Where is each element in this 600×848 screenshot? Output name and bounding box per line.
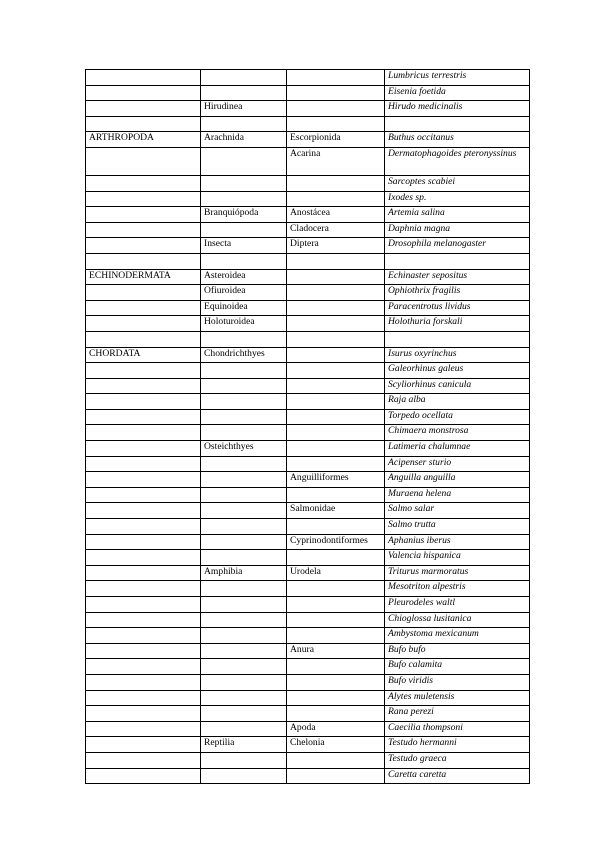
species-cell: Salmo trutta — [385, 519, 530, 535]
class-cell — [201, 487, 287, 503]
species-cell: Drosophila melanogaster — [385, 238, 530, 254]
table-row — [86, 534, 530, 550]
species-cell: Paracentrotus lividus — [385, 300, 530, 316]
spacer-row — [86, 116, 530, 132]
class-cell: Arachnida — [201, 132, 287, 148]
phylum-cell — [86, 300, 201, 316]
order-cell: Salmonidae — [287, 503, 385, 519]
species-cell: Bufo viridis — [385, 674, 530, 690]
phylum-cell — [86, 191, 201, 207]
phylum-cell — [86, 721, 201, 737]
species-cell: Galeorhinus galeus — [385, 363, 530, 379]
taxonomy-table — [85, 69, 530, 784]
species-cell: Salmo salar — [385, 503, 530, 519]
class-cell: Holoturoidea — [201, 316, 287, 332]
order-cell — [287, 752, 385, 768]
species-cell: Bufo calamita — [385, 659, 530, 675]
table-row — [86, 147, 530, 175]
phylum-cell — [86, 659, 201, 675]
table-row — [86, 503, 530, 519]
species-cell: Triturus marmoratus — [385, 565, 530, 581]
order-cell — [287, 768, 385, 784]
table-row — [86, 222, 530, 238]
table-row — [86, 690, 530, 706]
class-cell — [201, 628, 287, 644]
table-row — [86, 721, 530, 737]
order-cell — [287, 425, 385, 441]
table-row — [86, 394, 530, 410]
phylum-cell — [86, 253, 201, 269]
order-cell — [287, 597, 385, 613]
order-cell — [287, 191, 385, 207]
phylum-cell — [86, 550, 201, 566]
class-cell — [201, 706, 287, 722]
phylum-cell — [86, 378, 201, 394]
order-cell — [287, 456, 385, 472]
table-row — [86, 550, 530, 566]
species-cell: Lumbricus terrestris — [385, 70, 530, 86]
table-row — [86, 378, 530, 394]
table-row — [86, 347, 530, 363]
order-cell: Anguilliformes — [287, 472, 385, 488]
class-cell — [201, 191, 287, 207]
species-cell: Chioglossa lusitanica — [385, 612, 530, 628]
order-cell: Cladocera — [287, 222, 385, 238]
table-row — [86, 191, 530, 207]
class-cell: Reptilia — [201, 737, 287, 753]
phylum-cell — [86, 487, 201, 503]
class-cell — [201, 721, 287, 737]
table-row — [86, 425, 530, 441]
phylum-cell — [86, 612, 201, 628]
order-cell: Urodela — [287, 565, 385, 581]
phylum-cell — [86, 222, 201, 238]
species-cell: Scyliorhinus canicula — [385, 378, 530, 394]
phylum-cell — [86, 534, 201, 550]
class-cell: Ofiuroidea — [201, 285, 287, 301]
phylum-cell — [86, 752, 201, 768]
table-row — [86, 441, 530, 457]
class-cell — [201, 597, 287, 613]
class-cell — [201, 643, 287, 659]
species-cell: Chimaera monstrosa — [385, 425, 530, 441]
class-cell — [201, 331, 287, 347]
class-cell — [201, 363, 287, 379]
species-cell: Isurus oxyrinchus — [385, 347, 530, 363]
phylum-cell — [86, 503, 201, 519]
order-cell — [287, 441, 385, 457]
order-cell — [287, 659, 385, 675]
phylum-cell — [86, 519, 201, 535]
order-cell — [287, 706, 385, 722]
species-cell: Testudo hermanni — [385, 737, 530, 753]
class-cell — [201, 752, 287, 768]
species-cell: Anguilla anguilla — [385, 472, 530, 488]
order-cell — [287, 116, 385, 132]
order-cell — [287, 101, 385, 117]
species-cell: Dermatophagoides pteronyssinus — [385, 147, 530, 175]
table-row — [86, 597, 530, 613]
table-row — [86, 565, 530, 581]
phylum-cell — [86, 207, 201, 223]
table-row — [86, 472, 530, 488]
order-cell — [287, 70, 385, 86]
species-cell: Artemia salina — [385, 207, 530, 223]
phylum-cell — [86, 70, 201, 86]
class-cell — [201, 456, 287, 472]
table-row — [86, 768, 530, 784]
table-row — [86, 316, 530, 332]
species-cell: Mesotriton alpestris — [385, 581, 530, 597]
order-cell: Anostácea — [287, 207, 385, 223]
class-cell — [201, 222, 287, 238]
order-cell: Anura — [287, 643, 385, 659]
spacer-row — [86, 253, 530, 269]
table-row — [86, 706, 530, 722]
order-cell — [287, 690, 385, 706]
table-row — [86, 175, 530, 191]
table-row — [86, 519, 530, 535]
order-cell: Chelonia — [287, 737, 385, 753]
species-cell — [385, 331, 530, 347]
order-cell — [287, 674, 385, 690]
order-cell — [287, 550, 385, 566]
species-cell: Ambystoma mexicanum — [385, 628, 530, 644]
species-cell: Sarcoptes scabiei — [385, 175, 530, 191]
phylum-cell — [86, 706, 201, 722]
class-cell — [201, 690, 287, 706]
table-row — [86, 207, 530, 223]
order-cell — [287, 253, 385, 269]
class-cell — [201, 253, 287, 269]
phylum-cell — [86, 628, 201, 644]
species-cell: Pleurodeles waltl — [385, 597, 530, 613]
phylum-cell — [86, 116, 201, 132]
phylum-cell — [86, 147, 201, 175]
species-cell: Muraena helena — [385, 487, 530, 503]
table-row — [86, 300, 530, 316]
class-cell: Chondrichthyes — [201, 347, 287, 363]
class-cell — [201, 503, 287, 519]
class-cell — [201, 85, 287, 101]
table-row — [86, 85, 530, 101]
phylum-cell — [86, 85, 201, 101]
class-cell: Hirudinea — [201, 101, 287, 117]
class-cell — [201, 674, 287, 690]
species-cell: Latimeria chalumnae — [385, 441, 530, 457]
class-cell — [201, 581, 287, 597]
phylum-cell — [86, 581, 201, 597]
order-cell — [287, 285, 385, 301]
phylum-cell — [86, 456, 201, 472]
species-cell: Testudo graeca — [385, 752, 530, 768]
class-cell — [201, 768, 287, 784]
class-cell — [201, 659, 287, 675]
species-cell: Bufo bufo — [385, 643, 530, 659]
class-cell — [201, 472, 287, 488]
order-cell — [287, 363, 385, 379]
spacer-row — [86, 331, 530, 347]
species-cell — [385, 253, 530, 269]
species-cell: Hirudo medicinalis — [385, 101, 530, 117]
order-cell: Acarina — [287, 147, 385, 175]
phylum-cell — [86, 238, 201, 254]
order-cell: Apoda — [287, 721, 385, 737]
class-cell — [201, 378, 287, 394]
species-cell: Daphnia magna — [385, 222, 530, 238]
table-row — [86, 674, 530, 690]
class-cell — [201, 425, 287, 441]
class-cell — [201, 409, 287, 425]
order-cell: Cyprinodontiformes — [287, 534, 385, 550]
phylum-cell — [86, 316, 201, 332]
species-cell: Caecilia thompsoni — [385, 721, 530, 737]
phylum-cell — [86, 331, 201, 347]
table-row — [86, 70, 530, 86]
table-row — [86, 643, 530, 659]
order-cell — [287, 378, 385, 394]
phylum-cell — [86, 425, 201, 441]
table-row — [86, 409, 530, 425]
order-cell — [287, 394, 385, 410]
table-row — [86, 737, 530, 753]
class-cell: Equinoidea — [201, 300, 287, 316]
order-cell: Escorpionida — [287, 132, 385, 148]
phylum-cell — [86, 472, 201, 488]
table-row — [86, 752, 530, 768]
phylum-cell — [86, 285, 201, 301]
class-cell — [201, 394, 287, 410]
order-cell — [287, 300, 385, 316]
phylum-cell — [86, 441, 201, 457]
species-cell: Valencia hispanica — [385, 550, 530, 566]
table-row — [86, 132, 530, 148]
species-cell — [385, 116, 530, 132]
taxonomy-table-body — [86, 70, 530, 784]
order-cell — [287, 347, 385, 363]
phylum-cell — [86, 597, 201, 613]
phylum-cell — [86, 101, 201, 117]
table-row — [86, 612, 530, 628]
phylum-cell — [86, 175, 201, 191]
class-cell: Branquiópoda — [201, 207, 287, 223]
phylum-cell — [86, 394, 201, 410]
order-cell — [287, 331, 385, 347]
species-cell: Echinaster sepositus — [385, 269, 530, 285]
order-cell — [287, 85, 385, 101]
phylum-cell — [86, 363, 201, 379]
order-cell — [287, 581, 385, 597]
table-row — [86, 101, 530, 117]
phylum-cell — [86, 565, 201, 581]
class-cell — [201, 534, 287, 550]
species-cell: Alytes muletensis — [385, 690, 530, 706]
species-cell: Holothuria forskali — [385, 316, 530, 332]
table-row — [86, 285, 530, 301]
species-cell: Rana perezi — [385, 706, 530, 722]
phylum-cell — [86, 409, 201, 425]
class-cell — [201, 612, 287, 628]
table-row — [86, 238, 530, 254]
table-row — [86, 581, 530, 597]
table-row — [86, 659, 530, 675]
phylum-cell — [86, 643, 201, 659]
phylum-cell: CHORDATA — [86, 347, 201, 363]
order-cell — [287, 269, 385, 285]
order-cell: Diptera — [287, 238, 385, 254]
order-cell — [287, 487, 385, 503]
order-cell — [287, 175, 385, 191]
species-cell: Ixodes sp. — [385, 191, 530, 207]
class-cell — [201, 175, 287, 191]
order-cell — [287, 409, 385, 425]
species-cell: Torpedo ocellata — [385, 409, 530, 425]
class-cell — [201, 550, 287, 566]
species-cell: Eisenia foetida — [385, 85, 530, 101]
table-row — [86, 456, 530, 472]
class-cell: Asteroidea — [201, 269, 287, 285]
phylum-cell: ECHINODERMATA — [86, 269, 201, 285]
table-row — [86, 628, 530, 644]
order-cell — [287, 612, 385, 628]
order-cell — [287, 519, 385, 535]
phylum-cell — [86, 737, 201, 753]
phylum-cell — [86, 768, 201, 784]
class-cell — [201, 70, 287, 86]
table-row — [86, 487, 530, 503]
species-cell: Buthus occitanus — [385, 132, 530, 148]
phylum-cell: ARTHROPODA — [86, 132, 201, 148]
table-row — [86, 363, 530, 379]
species-cell: Ophiothrix fragilis — [385, 285, 530, 301]
species-cell: Aphanius iberus — [385, 534, 530, 550]
class-cell: Osteichthyes — [201, 441, 287, 457]
class-cell: Amphibia — [201, 565, 287, 581]
species-cell: Raja alba — [385, 394, 530, 410]
class-cell — [201, 147, 287, 175]
class-cell — [201, 519, 287, 535]
order-cell — [287, 316, 385, 332]
table-row — [86, 269, 530, 285]
order-cell — [287, 628, 385, 644]
phylum-cell — [86, 690, 201, 706]
species-cell: Caretta caretta — [385, 768, 530, 784]
phylum-cell — [86, 674, 201, 690]
species-cell: Acipenser sturio — [385, 456, 530, 472]
class-cell: Insecta — [201, 238, 287, 254]
class-cell — [201, 116, 287, 132]
